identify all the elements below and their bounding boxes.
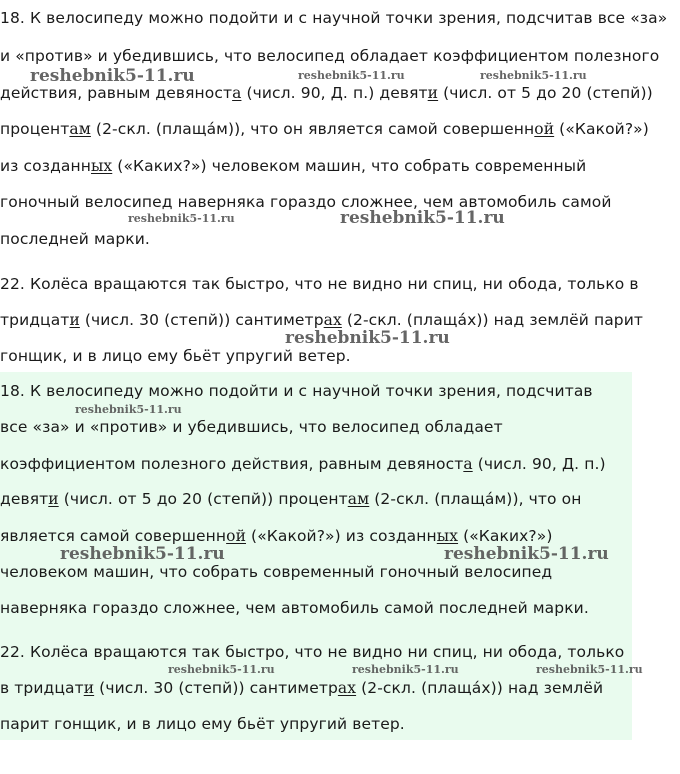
- text-run: (2-скл. (плащáм)), что он: [369, 490, 582, 508]
- highlighted-ending: и: [48, 490, 59, 508]
- text-run: («Каких?»): [458, 527, 553, 545]
- text-run: из созданн: [0, 157, 91, 175]
- text-line: 18. К велосипеду можно подойти и с научной точки зрения, подсчитав все «за»: [0, 9, 668, 27]
- text-line: наверняка гораздо сложнее, чем автомобиль самой последней марки.: [0, 599, 589, 617]
- highlighted-ending: а: [463, 455, 473, 473]
- text-run: (числ. 90, Д. п.): [472, 455, 606, 473]
- text-line: [0, 455, 606, 473]
- text-line: [0, 157, 586, 175]
- highlighted-ending: ой: [534, 120, 555, 138]
- text-line: 18. К велосипеду можно подойти и с научной точки зрения, подсчитав: [0, 382, 593, 400]
- text-line: гонщик, и в лицо ему бьёт упругий ветер.: [0, 347, 351, 365]
- text-run: коэффициентом полезного действия, равным девяност: [0, 455, 464, 473]
- text-run: (числ. от 5 до 20 (степй)) процент: [58, 490, 348, 508]
- highlighted-ending: ых: [90, 157, 113, 175]
- highlighted-ending: и: [427, 84, 439, 102]
- text-line: [0, 84, 653, 102]
- text-run: (2-скл. (плащáм)), что он является самой совершенн: [90, 120, 535, 138]
- text-run: («Каких?») человеком машин, что собрать современный: [112, 157, 587, 175]
- text-line: [0, 311, 643, 329]
- watermark: reshebnik5-11.ru: [340, 208, 505, 228]
- highlighted-ending: ам: [69, 120, 91, 138]
- watermark: reshebnik5-11.ru: [128, 212, 235, 225]
- text-line: [0, 679, 603, 697]
- watermark: reshebnik5-11.ru: [298, 69, 405, 82]
- highlighted-ending: ой: [226, 527, 247, 545]
- watermark: reshebnik5-11.ru: [444, 544, 609, 564]
- text-run: (2-скл. (плащáх)) над землёй: [356, 679, 604, 697]
- text-run: (числ. от 5 до 20 (степй)): [438, 84, 653, 102]
- text-run: (числ. 30 (степй)) сантиметр: [94, 679, 338, 697]
- highlighted-ending: и: [69, 311, 80, 329]
- watermark: reshebnik5-11.ru: [168, 663, 275, 676]
- text-run: («Какой?»): [554, 120, 649, 138]
- text-line: 22. Колёса вращаются так быстро, что не видно ни спиц, ни обода, только: [0, 643, 625, 661]
- text-run: («Какой?») из созданн: [246, 527, 437, 545]
- text-run: (2-скл. (плащáх)) над землёй парит: [341, 311, 644, 329]
- text-run: (числ. 90, Д. п.) девят: [241, 84, 428, 102]
- text-run: процент: [0, 120, 70, 138]
- watermark: reshebnik5-11.ru: [536, 663, 643, 676]
- text-line: [0, 120, 649, 138]
- watermark: reshebnik5-11.ru: [75, 403, 182, 416]
- watermark: reshebnik5-11.ru: [352, 663, 459, 676]
- watermark: reshebnik5-11.ru: [60, 544, 225, 564]
- text-line: последней марки.: [0, 230, 150, 248]
- text-line: все «за» и «против» и убедившись, что велосипед обладает: [0, 418, 503, 436]
- text-run: является самой совершенн: [0, 527, 227, 545]
- highlighted-ending: ых: [436, 527, 459, 545]
- watermark: reshebnik5-11.ru: [30, 66, 195, 86]
- highlighted-ending: и: [83, 679, 95, 697]
- text-run: тридцат: [0, 311, 70, 329]
- text-line: парит гонщик, и в лицо ему бьёт упругий ветер.: [0, 715, 405, 733]
- text-line: человеком машин, что собрать современный гоночный велосипед: [0, 563, 553, 581]
- text-run: действия, равным девяност: [0, 84, 233, 102]
- text-line: гоночный велосипед наверняка гораздо сложнее, чем автомобиль самой: [0, 193, 612, 211]
- highlighted-ending: ах: [323, 311, 342, 329]
- text-run: девят: [0, 490, 49, 508]
- highlighted-ending: ам: [347, 490, 370, 508]
- text-line: [0, 527, 552, 545]
- text-run: (числ. 30 (степй)) сантиметр: [79, 311, 324, 329]
- highlighted-ending: ах: [337, 679, 357, 697]
- text-line: [0, 490, 581, 508]
- highlighted-ending: а: [232, 84, 242, 102]
- watermark: reshebnik5-11.ru: [285, 328, 450, 348]
- watermark: reshebnik5-11.ru: [480, 69, 587, 82]
- text-line: и «против» и убедившись, что велосипед обладает коэффициентом полезного: [0, 47, 660, 65]
- text-run: в тридцат: [0, 679, 84, 697]
- text-line: 22. Колёса вращаются так быстро, что не видно ни спиц, ни обода, только в: [0, 275, 639, 293]
